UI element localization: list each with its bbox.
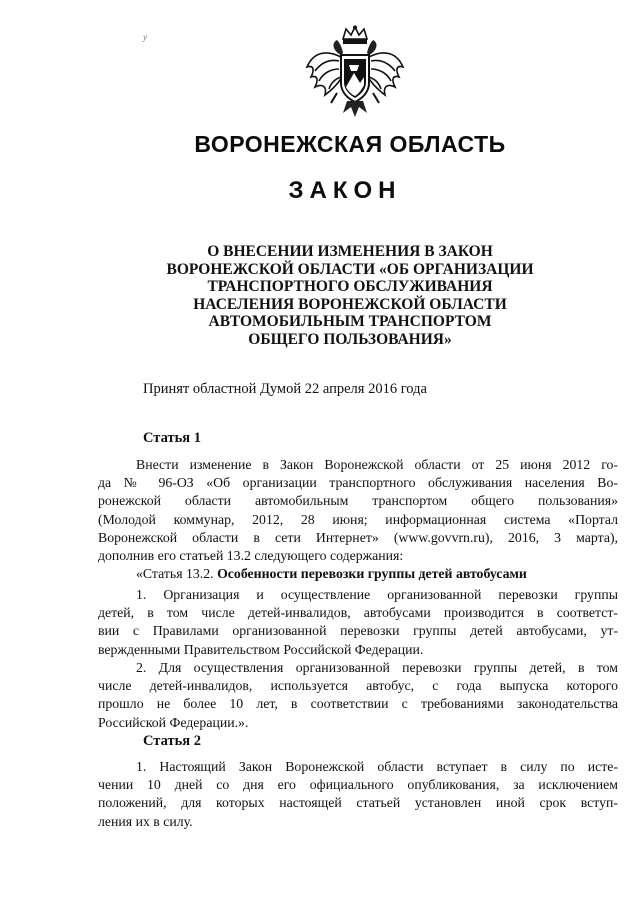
text-line: прошло не более 10 лет, в соответствии с требованиями законодательства <box>98 696 618 712</box>
law-title-line: О ВНЕСЕНИИ ИЗМЕНЕНИЯ В ЗАКОН <box>207 243 493 260</box>
law-title-line: ОБЩЕГО ПОЛЬЗОВАНИЯ» <box>248 330 452 348</box>
new-article-title: Особенности перевозки группы детей автобусами <box>217 566 527 581</box>
law-title-line: НАСЕЛЕНИЯ ВОРОНЕЖСКОЙ ОБЛАСТИ <box>193 295 507 313</box>
law-title-line: ВОРОНЕЖСКОЙ ОБЛАСТИ «ОБ ОРГАНИЗАЦИИ <box>166 260 534 278</box>
text-line: ронежской области автомобильным транспортом общего пользования» <box>98 493 618 509</box>
article-1-heading: Статья 1 <box>143 430 201 446</box>
scan-mark: у <box>143 32 147 42</box>
text-line: да № 96-ОЗ «Об организации транспортного обслуживания населения Во- <box>98 475 618 491</box>
text-line: ления их в силу. <box>98 813 193 829</box>
text-line: дополнив его статьей 13.2 следующего содержания: <box>98 547 404 563</box>
text-line: вержденными Правительством Российской Федерации. <box>98 641 424 657</box>
text-line: 1. Настоящий Закон Воронежской области вступает в силу по исте- <box>136 759 618 774</box>
text-line: 1. Организация и осуществление организованной перевозки группы <box>136 587 618 602</box>
text-line: Воронежской области в сети Интернет» (www.govvrn.ru), 2016, 3 марта), <box>98 529 618 545</box>
region-heading: ВОРОНЕЖСКАЯ ОБЛАСТЬ <box>194 131 506 157</box>
text-line: Российской Федерации.». <box>98 714 249 730</box>
new-article-heading <box>136 566 527 582</box>
text-line: вии с Правилами организованной перевозки группы детей автобусами, ут- <box>98 623 618 639</box>
article-2-heading: Статья 2 <box>143 733 201 749</box>
law-title-line: ТРАНСПОРТНОГО ОБСЛУЖИВАНИЯ <box>207 278 493 295</box>
law-title <box>0 243 640 348</box>
new-article-point-2 <box>98 659 618 732</box>
text-line: положений, для которых настоящей статьей установлен иной срок вступ- <box>98 795 618 811</box>
document-type: ЗАКОН <box>288 177 402 204</box>
text-line: Внести изменение в Закон Воронежской области от 25 июня 2012 го- <box>136 457 618 472</box>
text-line: детей, в том числе детей-инвалидов, автобусами производится в соответст- <box>98 605 618 621</box>
text-line: числе детей-инвалидов, используется автобус, с года выпуска которого <box>98 678 618 694</box>
new-article-point-1 <box>98 586 618 659</box>
text-line: 2. Для осуществления организованной перевозки группы детей, в том <box>136 660 618 675</box>
text-line: (Молодой коммунар, 2012, 28 июня; информационная система «Портал <box>98 511 618 527</box>
law-title-line: АВТОМОБИЛЬНЫМ ТРАНСПОРТОМ <box>208 313 492 330</box>
voronezh-coat-of-arms-icon <box>303 25 407 119</box>
article-1-intro <box>98 456 618 565</box>
adoption-note: Принят областной Думой 22 апреля 2016 года <box>143 381 427 397</box>
text-line: чении 10 дней со дня его официального опубликования, за исключением <box>98 777 618 793</box>
new-article-prefix: «Статья 13.2. <box>136 566 214 581</box>
article-2-point-1 <box>98 758 618 831</box>
